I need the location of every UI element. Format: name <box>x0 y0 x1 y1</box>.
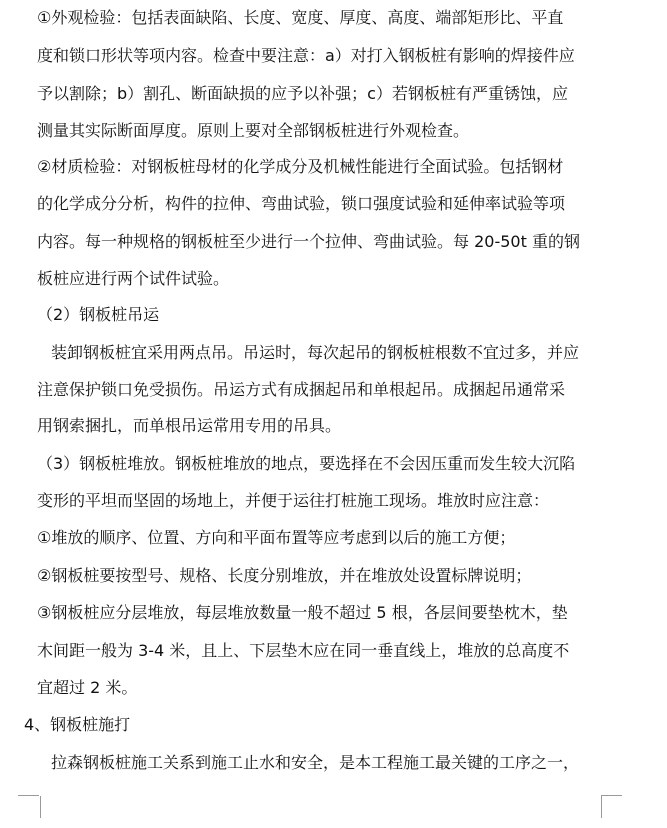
text-line: 内容。每一种规格的钢板桩至少进行一个拉伸、弯曲试验。每 20-50t 重的钢 <box>37 232 580 251</box>
text-line: 装卸钢板桩宜采用两点吊。吊运时，每次起吊的钢板桩根数不宜过多，并应 <box>51 343 580 362</box>
text-line: （3）钢板桩堆放。钢板桩堆放的地点，要选择在不会因压重而发生较大沉陷 <box>37 454 576 473</box>
section-heading: 4、钢板桩施打 <box>24 715 131 734</box>
text-line: 拉森钢板桩施工关系到施工止水和安全，是本工程施工最关键的工序之一， <box>51 753 580 772</box>
text-line: 木间距一般为 3-4 米，且上、下层垫木应在同一垂直线上，堆放的总高度不 <box>37 641 570 660</box>
text-line: 测量其实际断面厚度。原则上要对全部钢板桩进行外观检查。 <box>37 121 470 140</box>
text-line: 用钢索捆扎，而单根吊运常用专用的吊具。 <box>37 416 342 435</box>
page-corner-mark-left-vertical <box>18 796 41 818</box>
text-line: 予以割除；b）割孔、断面缺损的应予以补强；c）若钢板桩有严重锈蚀，应 <box>37 84 568 103</box>
text-line: 宜超过 2 米。 <box>37 678 138 697</box>
text-line: ③钢板桩应分层堆放，每层堆放数量一般不超过 5 根，各层间要垫枕木，垫 <box>37 603 568 622</box>
text-line: ①堆放的顺序、位置、方向和平面布置等应考虑到以后的施工方便； <box>37 528 516 547</box>
text-line: 变形的平坦而坚固的场地上，并便于运往打桩施工现场。堆放时应注意： <box>37 491 550 510</box>
text-line: 度和锁口形状等项内容。检查中要注意：a）对打入钢板桩有影响的焊接件应 <box>37 46 575 65</box>
text-line: 的化学成分分析，构件的拉伸、弯曲试验，锁口强度试验和延伸率试验等项 <box>37 194 566 213</box>
text-line: ①外观检验：包括表面缺陷、长度、宽度、厚度、高度、端部矩形比、平直 <box>37 8 564 27</box>
text-line: ②材质检验：对钢板桩母材的化学成分及机械性能进行全面试验。包括钢材 <box>37 157 564 176</box>
text-line: 板桩应进行两个试件试验。 <box>37 269 230 288</box>
text-line: 注意保护锁口免受损伤。吊运方式有成捆起吊和单根起吊。成捆起吊通常采 <box>37 380 566 399</box>
page-corner-mark-right-vertical <box>601 796 624 818</box>
text-line: ②钢板桩要按型号、规格、长度分别堆放，并在堆放处设置标牌说明； <box>37 566 532 585</box>
section-heading: （2）钢板桩吊运 <box>37 305 160 324</box>
